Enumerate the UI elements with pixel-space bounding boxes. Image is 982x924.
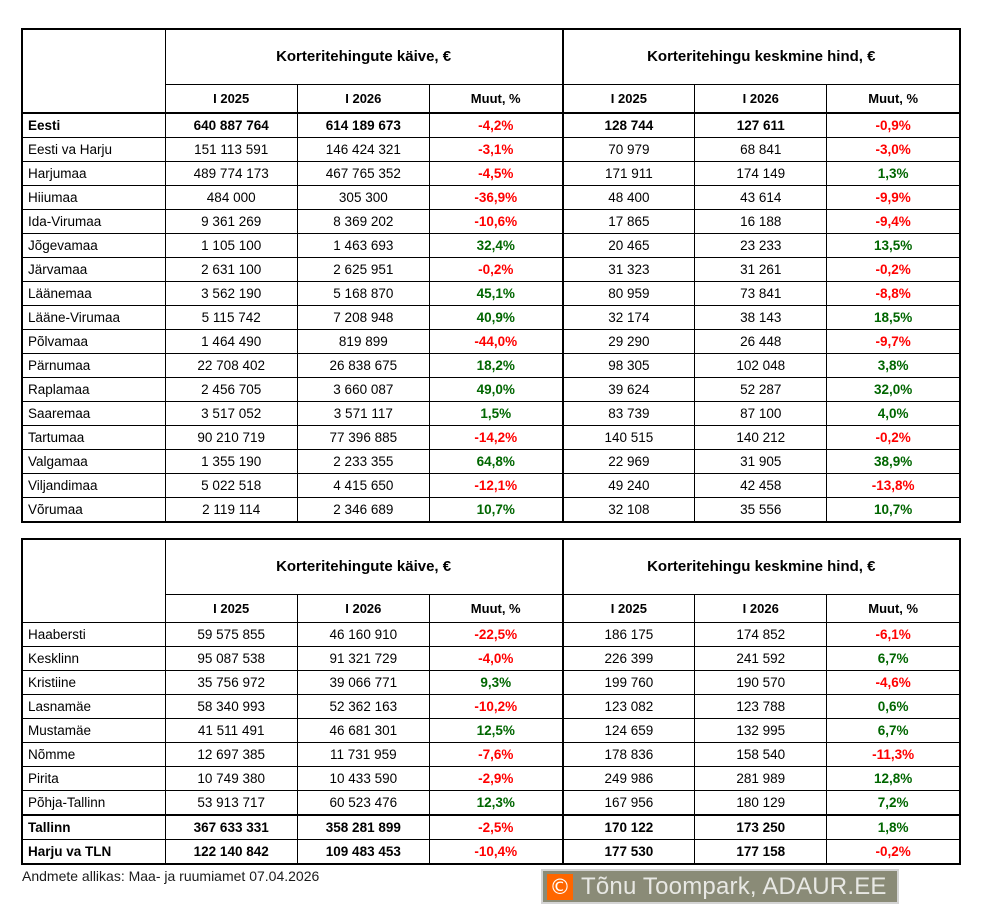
turnover-2026: 467 765 352 bbox=[297, 162, 429, 186]
price-2025: 31 323 bbox=[563, 258, 695, 282]
col-turnover-change: Muut, % bbox=[429, 85, 562, 114]
turnover-2025: 95 087 538 bbox=[165, 647, 297, 671]
col-turnover-change: Muut, % bbox=[429, 595, 562, 623]
table-row bbox=[22, 402, 960, 426]
col-turnover-2025: I 2025 bbox=[165, 85, 297, 114]
turnover-2026: 146 424 321 bbox=[297, 138, 429, 162]
price-change: -0,9% bbox=[827, 113, 960, 138]
price-2026: 180 129 bbox=[695, 791, 827, 816]
turnover-change: 64,8% bbox=[429, 450, 562, 474]
turnover-change: -4,2% bbox=[429, 113, 562, 138]
turnover-2025: 5 115 742 bbox=[165, 306, 297, 330]
row-label: Harju va TLN bbox=[22, 840, 165, 865]
column-header-row bbox=[22, 595, 960, 623]
column-header-row bbox=[22, 85, 960, 114]
turnover-2026: 4 415 650 bbox=[297, 474, 429, 498]
table-row bbox=[22, 450, 960, 474]
price-2025: 29 290 bbox=[563, 330, 695, 354]
corner-cell bbox=[22, 539, 165, 595]
row-label: Kesklinn bbox=[22, 647, 165, 671]
price-change: 3,8% bbox=[827, 354, 960, 378]
turnover-2025: 151 113 591 bbox=[165, 138, 297, 162]
source-note: Andmete allikas: Maa- ja ruumiamet 07.04.2026 bbox=[22, 868, 320, 884]
turnover-2026: 358 281 899 bbox=[297, 815, 429, 840]
table-row bbox=[22, 186, 960, 210]
turnover-2026: 1 463 693 bbox=[297, 234, 429, 258]
turnover-change: -3,1% bbox=[429, 138, 562, 162]
group-header-row bbox=[22, 29, 960, 85]
turnover-2026: 5 168 870 bbox=[297, 282, 429, 306]
turnover-2026: 819 899 bbox=[297, 330, 429, 354]
price-2025: 70 979 bbox=[563, 138, 695, 162]
price-2026: 87 100 bbox=[695, 402, 827, 426]
turnover-change: -10,2% bbox=[429, 695, 562, 719]
col-price-change: Muut, % bbox=[827, 85, 960, 114]
price-change: -9,7% bbox=[827, 330, 960, 354]
col-price-2026: I 2026 bbox=[695, 595, 827, 623]
price-change: -8,8% bbox=[827, 282, 960, 306]
turnover-change: -4,5% bbox=[429, 162, 562, 186]
price-2026: 35 556 bbox=[695, 498, 827, 523]
turnover-2025: 22 708 402 bbox=[165, 354, 297, 378]
counties-table bbox=[21, 28, 961, 523]
row-label: Mustamäe bbox=[22, 719, 165, 743]
row-label: Jõgevamaa bbox=[22, 234, 165, 258]
price-change: 4,0% bbox=[827, 402, 960, 426]
row-label: Ida-Virumaa bbox=[22, 210, 165, 234]
price-2026: 241 592 bbox=[695, 647, 827, 671]
turnover-change: -10,4% bbox=[429, 840, 562, 865]
turnover-2026: 3 571 117 bbox=[297, 402, 429, 426]
row-label: Lääne-Virumaa bbox=[22, 306, 165, 330]
table-row bbox=[22, 306, 960, 330]
table-row bbox=[22, 138, 960, 162]
row-label: Viljandimaa bbox=[22, 474, 165, 498]
turnover-2025: 5 022 518 bbox=[165, 474, 297, 498]
turnover-change: -14,2% bbox=[429, 426, 562, 450]
price-change: 10,7% bbox=[827, 498, 960, 523]
table-row bbox=[22, 210, 960, 234]
price-2025: 124 659 bbox=[563, 719, 695, 743]
price-2025: 177 530 bbox=[563, 840, 695, 865]
turnover-2026: 77 396 885 bbox=[297, 426, 429, 450]
table-row bbox=[22, 647, 960, 671]
row-label: Läänemaa bbox=[22, 282, 165, 306]
copyright-icon: © bbox=[547, 874, 573, 900]
price-change: -13,8% bbox=[827, 474, 960, 498]
table-row bbox=[22, 330, 960, 354]
price-2026: 177 158 bbox=[695, 840, 827, 865]
price-2025: 170 122 bbox=[563, 815, 695, 840]
price-change: 13,5% bbox=[827, 234, 960, 258]
price-2025: 98 305 bbox=[563, 354, 695, 378]
turnover-2026: 614 189 673 bbox=[297, 113, 429, 138]
row-label: Eesti bbox=[22, 113, 165, 138]
price-2025: 80 959 bbox=[563, 282, 695, 306]
turnover-change: 45,1% bbox=[429, 282, 562, 306]
row-label: Järvamaa bbox=[22, 258, 165, 282]
table-row bbox=[22, 695, 960, 719]
table-row bbox=[22, 474, 960, 498]
row-label: Raplamaa bbox=[22, 378, 165, 402]
corner-cell-2 bbox=[22, 85, 165, 114]
turnover-change: -2,5% bbox=[429, 815, 562, 840]
turnover-2025: 3 562 190 bbox=[165, 282, 297, 306]
turnover-2026: 3 660 087 bbox=[297, 378, 429, 402]
turnover-2026: 91 321 729 bbox=[297, 647, 429, 671]
table-row bbox=[22, 840, 960, 865]
turnover-2025: 3 517 052 bbox=[165, 402, 297, 426]
price-2025: 49 240 bbox=[563, 474, 695, 498]
price-2026: 31 905 bbox=[695, 450, 827, 474]
group-header-turnover: Korteritehingute käive, € bbox=[165, 539, 562, 595]
col-price-2025: I 2025 bbox=[563, 85, 695, 114]
turnover-2025: 367 633 331 bbox=[165, 815, 297, 840]
price-change: 7,2% bbox=[827, 791, 960, 816]
turnover-2025: 59 575 855 bbox=[165, 623, 297, 647]
price-2025: 22 969 bbox=[563, 450, 695, 474]
price-2025: 167 956 bbox=[563, 791, 695, 816]
price-2026: 16 188 bbox=[695, 210, 827, 234]
turnover-2025: 2 631 100 bbox=[165, 258, 297, 282]
turnover-2026: 39 066 771 bbox=[297, 671, 429, 695]
row-label: Eesti va Harju bbox=[22, 138, 165, 162]
price-change: 1,3% bbox=[827, 162, 960, 186]
col-price-2025: I 2025 bbox=[563, 595, 695, 623]
row-label: Hiiumaa bbox=[22, 186, 165, 210]
price-2025: 17 865 bbox=[563, 210, 695, 234]
price-2025: 199 760 bbox=[563, 671, 695, 695]
price-2025: 178 836 bbox=[563, 743, 695, 767]
price-2025: 226 399 bbox=[563, 647, 695, 671]
turnover-2025: 1 464 490 bbox=[165, 330, 297, 354]
turnover-change: 18,2% bbox=[429, 354, 562, 378]
row-label: Pirita bbox=[22, 767, 165, 791]
price-change: 0,6% bbox=[827, 695, 960, 719]
table-row bbox=[22, 767, 960, 791]
row-label: Tartumaa bbox=[22, 426, 165, 450]
price-change: 18,5% bbox=[827, 306, 960, 330]
col-turnover-2026: I 2026 bbox=[297, 85, 429, 114]
price-change: 6,7% bbox=[827, 647, 960, 671]
copyright-logo bbox=[541, 869, 899, 904]
turnover-change: 1,5% bbox=[429, 402, 562, 426]
row-label: Harjumaa bbox=[22, 162, 165, 186]
tallinn-table-body bbox=[22, 623, 960, 865]
price-2026: 31 261 bbox=[695, 258, 827, 282]
price-change: 32,0% bbox=[827, 378, 960, 402]
table-row bbox=[22, 234, 960, 258]
price-change: -9,4% bbox=[827, 210, 960, 234]
corner-cell-2 bbox=[22, 595, 165, 623]
table-row bbox=[22, 354, 960, 378]
logo-author-text: Tõnu Toompark, ADAUR.EE bbox=[581, 872, 887, 900]
table-row bbox=[22, 791, 960, 816]
price-2026: 43 614 bbox=[695, 186, 827, 210]
price-2026: 23 233 bbox=[695, 234, 827, 258]
turnover-2026: 46 160 910 bbox=[297, 623, 429, 647]
group-header-avg-price: Korteritehingu keskmine hind, € bbox=[563, 29, 960, 85]
turnover-change: -36,9% bbox=[429, 186, 562, 210]
price-2026: 73 841 bbox=[695, 282, 827, 306]
turnover-change: -2,9% bbox=[429, 767, 562, 791]
price-change: -3,0% bbox=[827, 138, 960, 162]
row-label: Kristiine bbox=[22, 671, 165, 695]
table-row bbox=[22, 719, 960, 743]
price-2025: 32 108 bbox=[563, 498, 695, 523]
turnover-2025: 9 361 269 bbox=[165, 210, 297, 234]
turnover-change: 12,3% bbox=[429, 791, 562, 816]
turnover-2025: 1 355 190 bbox=[165, 450, 297, 474]
price-2025: 20 465 bbox=[563, 234, 695, 258]
turnover-change: 9,3% bbox=[429, 671, 562, 695]
row-label: Pärnumaa bbox=[22, 354, 165, 378]
turnover-2026: 10 433 590 bbox=[297, 767, 429, 791]
turnover-2025: 489 774 173 bbox=[165, 162, 297, 186]
price-2026: 174 852 bbox=[695, 623, 827, 647]
price-2025: 39 624 bbox=[563, 378, 695, 402]
table-row bbox=[22, 258, 960, 282]
price-2026: 102 048 bbox=[695, 354, 827, 378]
price-2026: 42 458 bbox=[695, 474, 827, 498]
turnover-change: -7,6% bbox=[429, 743, 562, 767]
price-2026: 123 788 bbox=[695, 695, 827, 719]
price-2025: 32 174 bbox=[563, 306, 695, 330]
turnover-change: -10,6% bbox=[429, 210, 562, 234]
price-2026: 38 143 bbox=[695, 306, 827, 330]
turnover-2025: 2 119 114 bbox=[165, 498, 297, 523]
turnover-change: -4,0% bbox=[429, 647, 562, 671]
row-label: Põlvamaa bbox=[22, 330, 165, 354]
price-2025: 249 986 bbox=[563, 767, 695, 791]
turnover-2025: 640 887 764 bbox=[165, 113, 297, 138]
price-2026: 140 212 bbox=[695, 426, 827, 450]
price-change: -0,2% bbox=[827, 840, 960, 865]
col-turnover-2025: I 2025 bbox=[165, 595, 297, 623]
table-row bbox=[22, 378, 960, 402]
turnover-change: 12,5% bbox=[429, 719, 562, 743]
turnover-change: -22,5% bbox=[429, 623, 562, 647]
turnover-change: -44,0% bbox=[429, 330, 562, 354]
turnover-2025: 2 456 705 bbox=[165, 378, 297, 402]
turnover-change: -0,2% bbox=[429, 258, 562, 282]
turnover-2025: 1 105 100 bbox=[165, 234, 297, 258]
corner-cell bbox=[22, 29, 165, 85]
turnover-2026: 2 625 951 bbox=[297, 258, 429, 282]
turnover-2025: 90 210 719 bbox=[165, 426, 297, 450]
price-change: -0,2% bbox=[827, 426, 960, 450]
turnover-2025: 53 913 717 bbox=[165, 791, 297, 816]
price-2025: 128 744 bbox=[563, 113, 695, 138]
price-2026: 68 841 bbox=[695, 138, 827, 162]
table-row bbox=[22, 162, 960, 186]
table-row bbox=[22, 282, 960, 306]
turnover-2026: 46 681 301 bbox=[297, 719, 429, 743]
turnover-2025: 35 756 972 bbox=[165, 671, 297, 695]
price-2026: 52 287 bbox=[695, 378, 827, 402]
group-header-turnover: Korteritehingute käive, € bbox=[165, 29, 562, 85]
turnover-2026: 109 483 453 bbox=[297, 840, 429, 865]
tallinn-districts-table bbox=[21, 538, 961, 865]
row-label: Haabersti bbox=[22, 623, 165, 647]
turnover-2026: 8 369 202 bbox=[297, 210, 429, 234]
price-2026: 158 540 bbox=[695, 743, 827, 767]
turnover-2025: 484 000 bbox=[165, 186, 297, 210]
turnover-2026: 26 838 675 bbox=[297, 354, 429, 378]
price-2025: 83 739 bbox=[563, 402, 695, 426]
turnover-2026: 7 208 948 bbox=[297, 306, 429, 330]
row-label: Põhja-Tallinn bbox=[22, 791, 165, 816]
turnover-2025: 122 140 842 bbox=[165, 840, 297, 865]
group-header-row bbox=[22, 539, 960, 595]
row-label: Lasnamäe bbox=[22, 695, 165, 719]
turnover-change: 49,0% bbox=[429, 378, 562, 402]
turnover-2026: 2 233 355 bbox=[297, 450, 429, 474]
table-row bbox=[22, 113, 960, 138]
row-label: Võrumaa bbox=[22, 498, 165, 523]
turnover-change: 10,7% bbox=[429, 498, 562, 523]
table-row bbox=[22, 498, 960, 523]
turnover-change: 40,9% bbox=[429, 306, 562, 330]
price-change: -11,3% bbox=[827, 743, 960, 767]
price-change: 1,8% bbox=[827, 815, 960, 840]
price-change: -4,6% bbox=[827, 671, 960, 695]
price-2025: 171 911 bbox=[563, 162, 695, 186]
price-2026: 190 570 bbox=[695, 671, 827, 695]
table-row bbox=[22, 623, 960, 647]
table-row bbox=[22, 671, 960, 695]
price-2026: 132 995 bbox=[695, 719, 827, 743]
col-price-change: Muut, % bbox=[827, 595, 960, 623]
price-2026: 26 448 bbox=[695, 330, 827, 354]
price-2025: 123 082 bbox=[563, 695, 695, 719]
price-change: 38,9% bbox=[827, 450, 960, 474]
col-price-2026: I 2026 bbox=[695, 85, 827, 114]
price-2026: 174 149 bbox=[695, 162, 827, 186]
price-2026: 281 989 bbox=[695, 767, 827, 791]
row-label: Tallinn bbox=[22, 815, 165, 840]
row-label: Saaremaa bbox=[22, 402, 165, 426]
turnover-2026: 52 362 163 bbox=[297, 695, 429, 719]
price-2026: 127 611 bbox=[695, 113, 827, 138]
price-2025: 186 175 bbox=[563, 623, 695, 647]
price-2025: 140 515 bbox=[563, 426, 695, 450]
col-turnover-2026: I 2026 bbox=[297, 595, 429, 623]
turnover-2026: 60 523 476 bbox=[297, 791, 429, 816]
turnover-2025: 10 749 380 bbox=[165, 767, 297, 791]
table-row bbox=[22, 426, 960, 450]
turnover-2025: 41 511 491 bbox=[165, 719, 297, 743]
group-header-avg-price: Korteritehingu keskmine hind, € bbox=[563, 539, 960, 595]
price-change: 12,8% bbox=[827, 767, 960, 791]
row-label: Valgamaa bbox=[22, 450, 165, 474]
table-row bbox=[22, 815, 960, 840]
turnover-2026: 305 300 bbox=[297, 186, 429, 210]
price-change: -6,1% bbox=[827, 623, 960, 647]
table-row bbox=[22, 743, 960, 767]
turnover-2026: 2 346 689 bbox=[297, 498, 429, 523]
counties-table-body bbox=[22, 113, 960, 522]
turnover-change: 32,4% bbox=[429, 234, 562, 258]
price-change: 6,7% bbox=[827, 719, 960, 743]
price-change: -9,9% bbox=[827, 186, 960, 210]
turnover-2026: 11 731 959 bbox=[297, 743, 429, 767]
price-change: -0,2% bbox=[827, 258, 960, 282]
price-2025: 48 400 bbox=[563, 186, 695, 210]
row-label: Nõmme bbox=[22, 743, 165, 767]
price-2026: 173 250 bbox=[695, 815, 827, 840]
turnover-2025: 58 340 993 bbox=[165, 695, 297, 719]
turnover-2025: 12 697 385 bbox=[165, 743, 297, 767]
turnover-change: -12,1% bbox=[429, 474, 562, 498]
